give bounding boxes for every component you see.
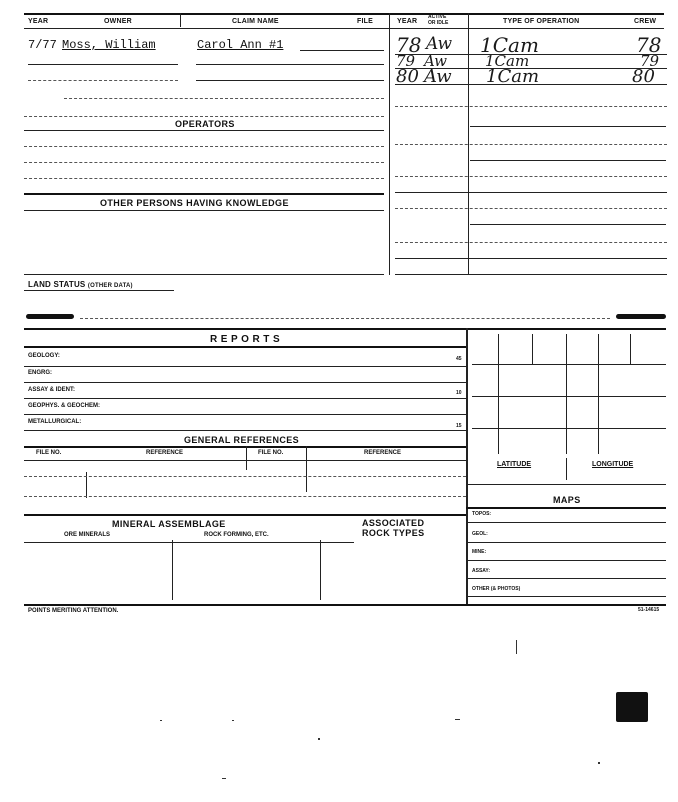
- associated-rock-types-line2: ROCK TYPES: [362, 528, 425, 538]
- rock-forming-header: ROCK FORMING, ETC.: [204, 532, 269, 538]
- maps-line: [466, 542, 666, 543]
- activity-blank-line: [395, 106, 667, 107]
- activity-blank-line: [395, 176, 667, 177]
- header-underline: [24, 28, 664, 29]
- maps-topos: TOPOS:: [472, 511, 492, 517]
- form-number: 51-14615: [638, 607, 660, 613]
- grid-line-v: [498, 334, 499, 454]
- land-status-note: (OTHER DATA): [87, 283, 133, 289]
- activity-blank-line: [395, 274, 667, 275]
- reports-underline: [24, 346, 466, 348]
- references-col-divider: [246, 446, 247, 470]
- land-status-line: [80, 318, 610, 319]
- latitude-label: LATITUDE: [497, 461, 532, 468]
- record-owner: Moss, William: [62, 38, 156, 52]
- header-year-2: YEAR: [397, 18, 418, 25]
- operators-top-line: [24, 116, 384, 117]
- maps-line: [466, 522, 666, 523]
- header-year: YEAR: [28, 18, 49, 25]
- report-geology-mark: 45: [456, 356, 462, 362]
- report-assay-line: [24, 398, 466, 399]
- references-underline: [24, 446, 466, 448]
- points-meriting-attention: POINTS MERITING ATTENTION.: [28, 608, 119, 614]
- associated-rock-types-line1: ASSOCIATED: [362, 518, 425, 528]
- grid-line-v: [598, 334, 599, 454]
- other-persons-underline: [24, 210, 384, 211]
- activity-blank-line: [395, 242, 667, 243]
- mineral-col-divider: [320, 540, 321, 600]
- activity-blank-line: [470, 160, 666, 161]
- record-claim-name: Carol Ann #1: [197, 38, 284, 52]
- reports-right-divider: [466, 328, 468, 604]
- references-line: [24, 476, 466, 477]
- activity-row-2-crew: 79: [640, 52, 660, 70]
- maps-other: OTHER (& PHOTOS): [472, 586, 521, 592]
- form-bottom-border: [24, 604, 666, 606]
- references-header-line: [24, 460, 466, 461]
- activity-blank-line: [395, 192, 667, 193]
- reports-top-border: [24, 328, 666, 330]
- scan-speck: [160, 720, 162, 721]
- activity-row-3-status: Aw: [424, 66, 452, 87]
- scan-speck: [232, 720, 234, 721]
- divider-file-year: [389, 13, 390, 275]
- activity-col-divider: [468, 13, 469, 275]
- report-metallurgical-label: METALLURGICAL:: [28, 419, 82, 425]
- scan-speck: [222, 778, 226, 779]
- header-file: FILE: [357, 18, 373, 25]
- claim-line: [300, 50, 384, 51]
- scan-speck: [455, 719, 460, 720]
- report-geology-line: [24, 366, 466, 367]
- longitude-label: LONGITUDE: [592, 461, 634, 468]
- header-crew: CREW: [634, 18, 657, 25]
- ref-reference-header: REFERENCE: [146, 450, 184, 456]
- grid-line-v: [532, 334, 533, 364]
- report-assay-label: ASSAY & IDENT:: [28, 387, 76, 393]
- scan-speck: [318, 738, 320, 740]
- report-metallurgical-line: [24, 430, 466, 431]
- mineral-col-divider: [172, 540, 173, 600]
- activity-row-1-operation: 1Cam: [480, 33, 539, 57]
- scan-speck: [516, 640, 517, 654]
- scan-mark-left: [26, 314, 74, 319]
- activity-row-3-operation: 1Cam: [486, 66, 540, 87]
- activity-row-1-year: 78: [396, 33, 422, 57]
- scan-speck: [598, 762, 600, 764]
- report-engrg-label: ENGRG:: [28, 370, 52, 376]
- grid-line-h: [472, 364, 666, 365]
- header-claim-name: CLAIM NAME: [232, 18, 279, 25]
- grid-line-h: [472, 428, 666, 429]
- owner-line: [64, 98, 384, 99]
- grid-line-h: [472, 396, 666, 397]
- maps-underline: [466, 507, 666, 509]
- references-line: [24, 496, 466, 497]
- maps-line: [466, 596, 666, 597]
- top-border: [24, 13, 664, 15]
- activity-row-2-status: Aw: [424, 52, 447, 70]
- ref-file-no-header: FILE NO.: [36, 450, 62, 456]
- mineral-header-line: [24, 542, 354, 543]
- operators-underline: [24, 130, 384, 131]
- maps-geol: GEOL:: [472, 531, 488, 537]
- references-col-divider: [306, 446, 307, 492]
- activity-row-3-year: 80: [396, 66, 419, 87]
- claim-line: [196, 64, 384, 65]
- activity-row-2-operation: 1Cam: [485, 52, 530, 70]
- reports-heading: R E P O R T S: [210, 334, 281, 345]
- operators-line: [24, 178, 384, 179]
- activity-row-1-status: Aw: [426, 34, 453, 54]
- operators-line: [24, 146, 384, 147]
- scan-mark-right: [616, 314, 666, 319]
- maps-line: [466, 560, 666, 561]
- maps-heading: MAPS: [553, 495, 581, 505]
- activity-row-3-crew: 80: [632, 66, 655, 87]
- ref-file-no-header-2: FILE NO.: [258, 450, 284, 456]
- header-owner: OWNER: [104, 18, 132, 25]
- activity-blank-line: [470, 126, 666, 127]
- divider-owner-claim: [180, 13, 181, 27]
- maps-assay: ASSAY:: [472, 568, 491, 574]
- maps-line: [466, 578, 666, 579]
- owner-line: [28, 64, 178, 65]
- header-or-idle: OR IDLE: [428, 20, 449, 26]
- other-persons-top-line: [24, 193, 384, 195]
- ore-minerals-header: ORE MINERALS: [64, 532, 111, 538]
- activity-row-2-year: 79: [396, 52, 416, 70]
- mineral-assemblage-heading: MINERAL ASSEMBLAGE: [112, 519, 226, 529]
- coords-bottom-line: [466, 484, 666, 485]
- grid-line-v: [630, 334, 631, 364]
- record-year: 7/77: [28, 38, 57, 52]
- grid-line-v: [566, 334, 567, 454]
- claim-line: [196, 80, 384, 81]
- activity-blank-line: [395, 144, 667, 145]
- report-metallurgical-mark: 15: [456, 423, 462, 429]
- header-type-of-operation: TYPE OF OPERATION: [503, 18, 580, 25]
- ref-reference-header-2: REFERENCE: [364, 450, 402, 456]
- owner-line: [28, 80, 178, 81]
- coords-divider: [566, 458, 567, 480]
- other-persons-heading: OTHER PERSONS HAVING KNOWLEDGE: [100, 198, 289, 208]
- other-persons-bottom-line: [24, 274, 384, 275]
- report-assay-mark: 10: [456, 390, 462, 396]
- activity-blank-line: [395, 208, 667, 209]
- land-status-label: LAND STATUS: [28, 280, 86, 289]
- maps-mine: MINE:: [472, 549, 487, 555]
- operators-line: [24, 162, 384, 163]
- mineral-top-border: [24, 514, 466, 516]
- land-status-underline: [24, 290, 174, 291]
- operators-heading: OPERATORS: [175, 119, 235, 129]
- report-geophys-line: [24, 414, 466, 415]
- activity-row-3-line: [395, 84, 667, 85]
- report-geophys-label: GEOPHYS. & GEOCHEM:: [28, 403, 101, 409]
- header-active: ACTIVE: [428, 14, 447, 20]
- activity-blank-line: [470, 224, 666, 225]
- land-status-heading: [28, 280, 133, 289]
- report-geology-label: GEOLOGY:: [28, 353, 60, 359]
- scan-mark-corner: [616, 692, 648, 722]
- report-engrg-line: [24, 382, 466, 383]
- activity-row-1-crew: 78: [636, 33, 662, 57]
- activity-blank-line: [395, 258, 667, 259]
- general-references-heading: GENERAL REFERENCES: [184, 435, 300, 445]
